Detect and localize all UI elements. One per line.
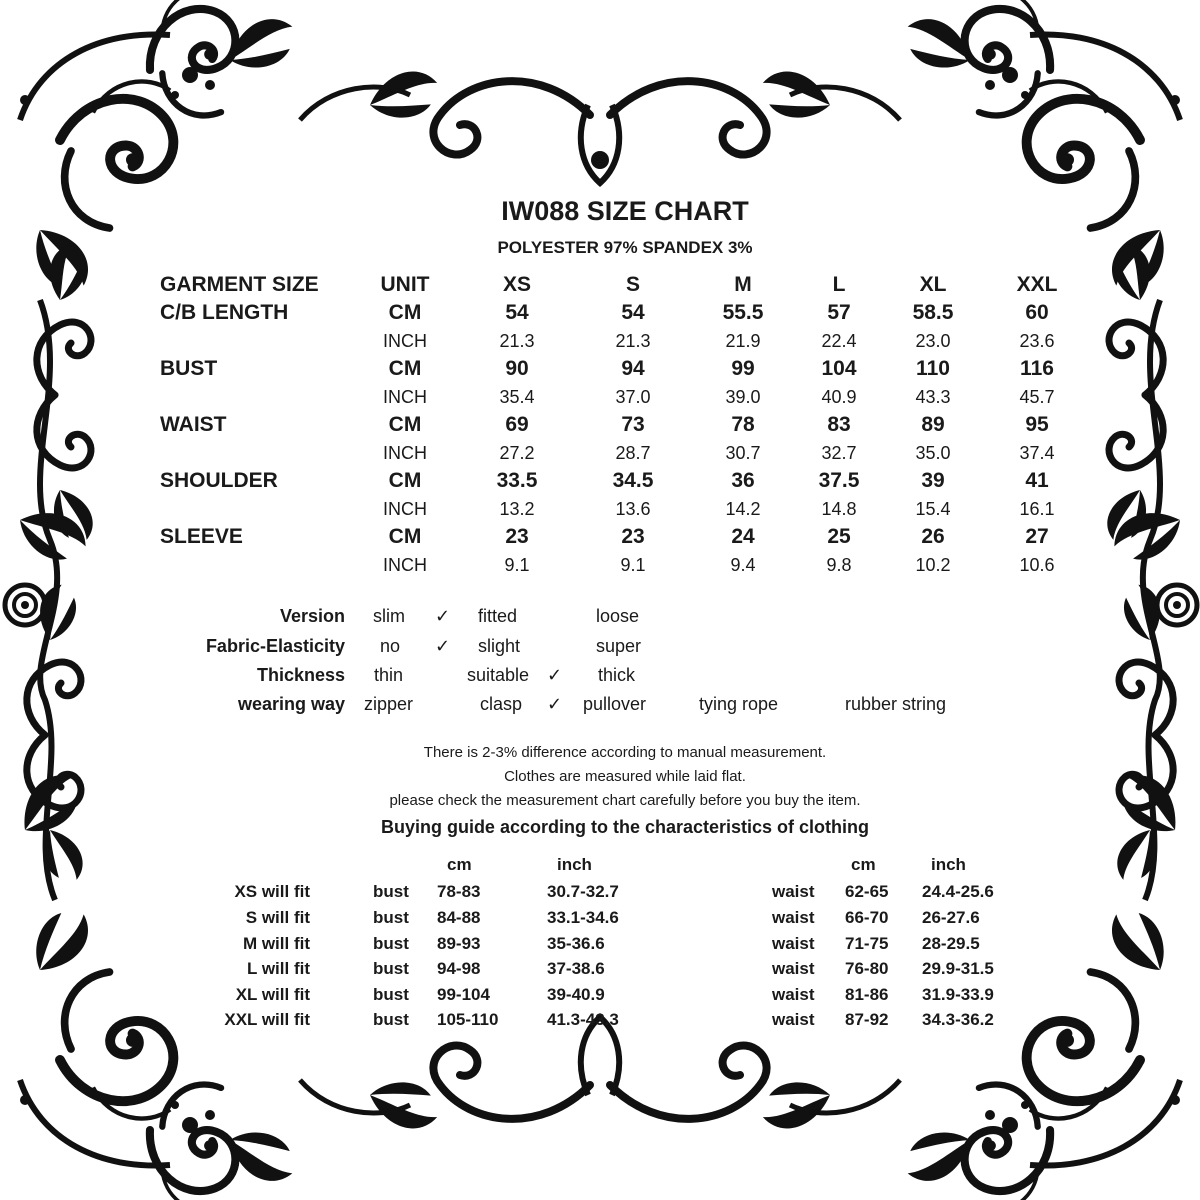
- cm-value: 27: [1025, 525, 1049, 548]
- inch-value: 13.6: [615, 499, 651, 519]
- bust-label: bust: [373, 959, 409, 978]
- bust-inch: 37-38.6: [547, 959, 605, 978]
- thickness-option: thick: [598, 665, 636, 685]
- inch-value: 37.4: [1019, 443, 1055, 463]
- waist-inch: 29.9-31.5: [922, 959, 994, 978]
- cm-value: 58.5: [912, 301, 954, 324]
- inch-value: 14.2: [725, 499, 761, 519]
- bust-cm: 78-83: [437, 882, 481, 901]
- inch-value: 37.0: [615, 387, 651, 407]
- inch-value: 21.3: [615, 331, 651, 351]
- bust-label: bust: [373, 1010, 409, 1029]
- cm-value: 26: [921, 525, 945, 548]
- thickness-label: Thickness: [256, 665, 345, 685]
- unit-cm: CM: [388, 525, 422, 548]
- elasticity-option: slight: [478, 636, 521, 656]
- cm-value: 57: [827, 301, 851, 324]
- buying-guide-title: Buying guide according to the characteristics of clothing: [380, 817, 870, 837]
- cm-value: 116: [1020, 357, 1054, 380]
- garment-size-header: GARMENT SIZE: [160, 273, 319, 296]
- cm-value: 69: [505, 413, 529, 436]
- bust-label: bust: [373, 934, 409, 953]
- measure-label: BUST: [160, 357, 218, 380]
- size-header: S: [625, 273, 640, 296]
- inch-value: 28.7: [615, 443, 651, 463]
- version-option: slim: [373, 606, 405, 626]
- bust-cm-header: cm: [447, 855, 472, 874]
- inch-value: 27.2: [499, 443, 535, 463]
- size-header: XL: [919, 273, 947, 296]
- measure-label: SLEEVE: [160, 525, 243, 548]
- cm-value: 36: [731, 469, 755, 492]
- check-mark-icon: ✓: [547, 694, 563, 714]
- waist-cm-header: cm: [851, 855, 876, 874]
- inch-value: 43.3: [915, 387, 951, 407]
- bust-inch: 39-40.9: [547, 985, 605, 1004]
- page-title: IW088 SIZE CHART: [501, 196, 749, 226]
- inch-value: 23.6: [1019, 331, 1055, 351]
- elasticity-option: no: [380, 636, 401, 656]
- wearing-option: zipper: [364, 694, 414, 714]
- cm-value: 83: [827, 413, 851, 436]
- cm-value: 23: [621, 525, 645, 548]
- cm-value: 25: [827, 525, 851, 548]
- cm-value: 54: [621, 301, 645, 324]
- fit-label: L will fit: [247, 959, 310, 978]
- measure-label: WAIST: [160, 413, 227, 436]
- wearing-way-label: wearing way: [237, 694, 345, 714]
- waist-label: waist: [772, 908, 815, 927]
- cm-value: 78: [731, 413, 755, 436]
- material-subtitle: POLYESTER 97% SPANDEX 3%: [497, 238, 753, 257]
- waist-cm: 66-70: [845, 908, 889, 927]
- unit-cm: CM: [388, 301, 422, 324]
- size-header: XXL: [1016, 273, 1058, 296]
- bust-inch-header: inch: [557, 855, 592, 874]
- unit-cm: CM: [388, 413, 422, 436]
- inch-value: 15.4: [915, 499, 951, 519]
- note-text: please check the measurement chart carefully before you buy the item.: [389, 792, 861, 809]
- bust-cm: 94-98: [437, 959, 481, 978]
- unit-header: UNIT: [380, 273, 430, 296]
- inch-value: 9.1: [620, 555, 646, 575]
- inch-value: 39.0: [725, 387, 761, 407]
- unit-cm: CM: [388, 469, 422, 492]
- inch-value: 32.7: [821, 443, 857, 463]
- thickness-option: thin: [374, 665, 404, 685]
- elasticity-label: Fabric-Elasticity: [205, 636, 345, 656]
- inch-value: 10.6: [1019, 555, 1055, 575]
- cm-value: 110: [916, 357, 950, 380]
- inch-value: 23.0: [915, 331, 951, 351]
- note-text: Clothes are measured while laid flat.: [504, 768, 746, 785]
- waist-inch: 24.4-25.6: [922, 882, 994, 901]
- check-mark-icon: ✓: [435, 636, 451, 656]
- inch-value: 9.1: [504, 555, 530, 575]
- wearing-option: rubber string: [845, 694, 947, 714]
- bust-cm: 99-104: [437, 985, 490, 1004]
- bust-inch: 35-36.6: [547, 934, 605, 953]
- check-mark-icon: ✓: [435, 606, 451, 626]
- fit-label: XS will fit: [234, 882, 310, 901]
- inch-value: 9.4: [730, 555, 756, 575]
- measure-label: C/B LENGTH: [160, 301, 289, 324]
- waist-cm: 81-86: [845, 985, 889, 1004]
- bust-cm: 105-110: [437, 1010, 499, 1029]
- size-header: L: [832, 273, 846, 296]
- waist-inch: 28-29.5: [922, 934, 980, 953]
- thickness-option: suitable: [467, 665, 530, 685]
- unit-inch: INCH: [383, 331, 427, 351]
- cm-value: 55.5: [722, 301, 764, 324]
- bust-label: bust: [373, 882, 409, 901]
- fit-label: S will fit: [245, 908, 310, 927]
- cm-value: 41: [1025, 469, 1049, 492]
- size-header: M: [734, 273, 752, 296]
- cm-value: 95: [1025, 413, 1049, 436]
- bust-cm: 84-88: [437, 908, 481, 927]
- waist-label: waist: [772, 985, 815, 1004]
- inch-value: 45.7: [1019, 387, 1055, 407]
- cm-value: 99: [731, 357, 755, 380]
- bust-label: bust: [373, 985, 409, 1004]
- inch-value: 13.2: [499, 499, 535, 519]
- cm-value: 60: [1025, 301, 1049, 324]
- cm-value: 23: [505, 525, 529, 548]
- waist-cm: 76-80: [845, 959, 889, 978]
- wearing-option: tying rope: [699, 694, 779, 714]
- waist-label: waist: [772, 882, 815, 901]
- size-header: XS: [502, 273, 531, 296]
- cm-value: 39: [921, 469, 945, 492]
- unit-inch: INCH: [383, 443, 427, 463]
- version-option: fitted: [478, 606, 518, 626]
- waist-label: waist: [772, 959, 815, 978]
- fit-label: XL will fit: [235, 985, 310, 1004]
- bust-label: bust: [373, 908, 409, 927]
- waist-cm: 87-92: [845, 1010, 889, 1029]
- inch-value: 16.1: [1019, 499, 1055, 519]
- cm-value: 90: [505, 357, 529, 380]
- waist-inch: 26-27.6: [922, 908, 980, 927]
- bust-cm: 89-93: [437, 934, 481, 953]
- version-option: loose: [596, 606, 640, 626]
- inch-value: 9.8: [826, 555, 852, 575]
- measure-label: SHOULDER: [160, 469, 278, 492]
- waist-cm: 62-65: [845, 882, 889, 901]
- cm-value: 94: [621, 357, 645, 380]
- fit-label: XXL will fit: [224, 1010, 310, 1029]
- note-text: There is 2-3% difference according to manual measurement.: [423, 744, 827, 761]
- inch-value: 21.9: [725, 331, 761, 351]
- waist-inch: 34.3-36.2: [922, 1010, 994, 1029]
- waist-label: waist: [772, 1010, 815, 1029]
- unit-inch: INCH: [383, 499, 427, 519]
- check-mark-icon: ✓: [547, 665, 563, 685]
- cm-value: 24: [731, 525, 755, 548]
- elasticity-option: super: [596, 636, 642, 656]
- waist-inch: 31.9-33.9: [922, 985, 994, 1004]
- inch-value: 21.3: [499, 331, 535, 351]
- cm-value: 73: [621, 413, 645, 436]
- cm-value: 37.5: [818, 469, 860, 492]
- bust-inch: 33.1-34.6: [547, 908, 619, 927]
- inch-value: 22.4: [821, 331, 857, 351]
- inch-value: 40.9: [821, 387, 857, 407]
- waist-cm: 71-75: [845, 934, 889, 953]
- unit-inch: INCH: [383, 555, 427, 575]
- waist-label: waist: [772, 934, 815, 953]
- inch-value: 35.0: [915, 443, 951, 463]
- wearing-option: pullover: [583, 694, 647, 714]
- waist-inch-header: inch: [931, 855, 966, 874]
- cm-value: 33.5: [496, 469, 538, 492]
- cm-value: 104: [821, 357, 857, 380]
- unit-inch: INCH: [383, 387, 427, 407]
- inch-value: 35.4: [499, 387, 535, 407]
- cm-value: 89: [921, 413, 945, 436]
- inch-value: 14.8: [821, 499, 857, 519]
- inch-value: 30.7: [725, 443, 761, 463]
- bust-inch: 30.7-32.7: [547, 882, 619, 901]
- bust-inch: 41.3-43.3: [547, 1010, 619, 1029]
- cm-value: 34.5: [612, 469, 654, 492]
- version-label: Version: [279, 606, 345, 626]
- cm-value: 54: [505, 301, 529, 324]
- wearing-option: clasp: [480, 694, 523, 714]
- unit-cm: CM: [388, 357, 422, 380]
- fit-label: M will fit: [242, 934, 310, 953]
- inch-value: 10.2: [915, 555, 951, 575]
